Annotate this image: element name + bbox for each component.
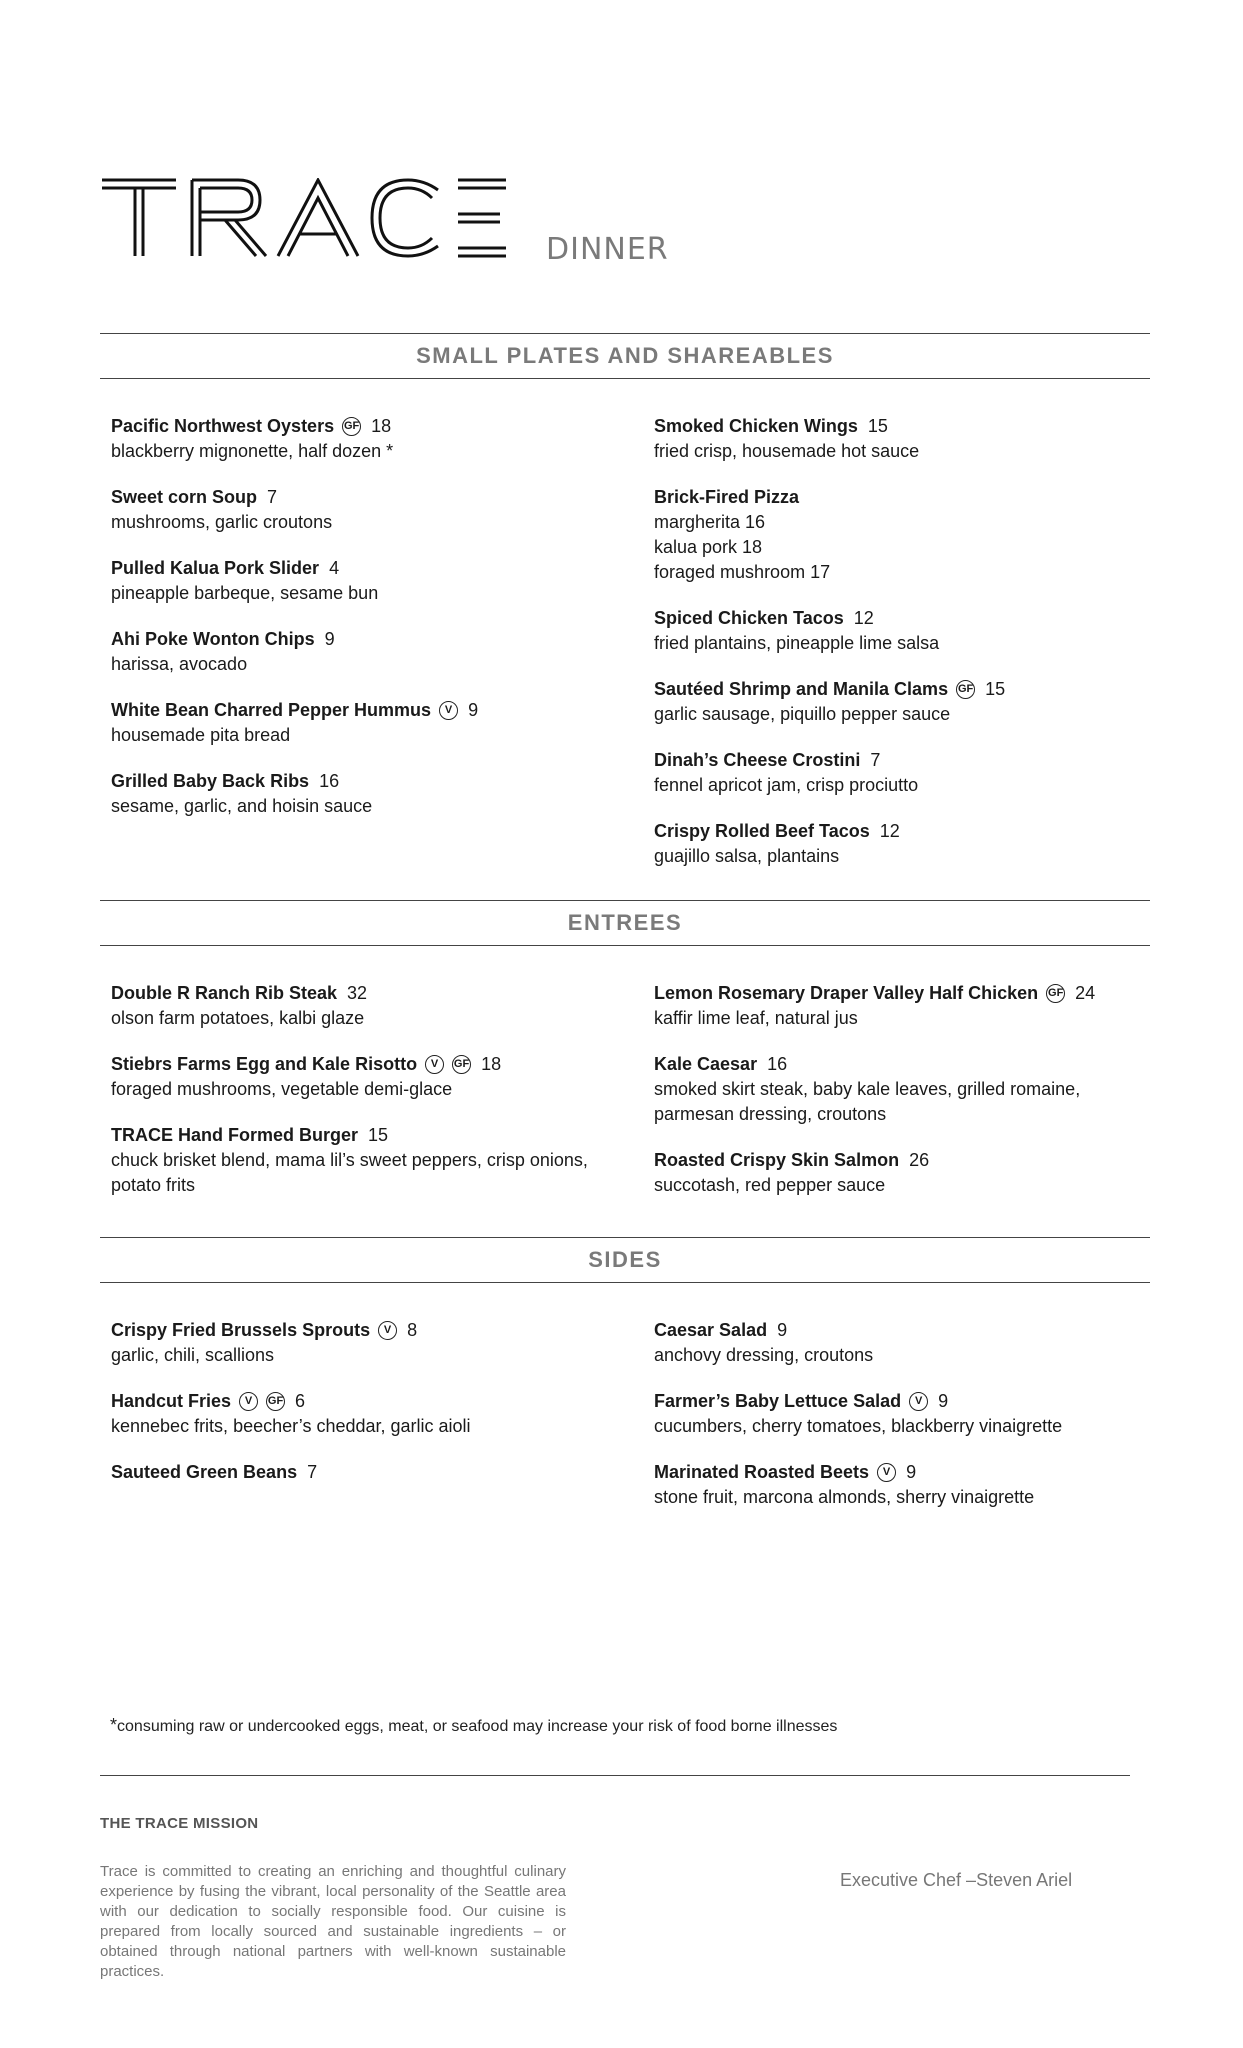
menu-item-description: harissa, avocado	[111, 654, 248, 674]
menu-item	[111, 1459, 631, 1485]
menu-item	[654, 484, 1154, 585]
menu-item-price: 12	[879, 821, 900, 841]
menu-item-name: Crispy Rolled Beef Tacos	[654, 821, 870, 841]
gluten-free-icon: GF	[342, 417, 361, 436]
menu-item	[111, 413, 631, 464]
menu-item-name: Farmer’s Baby Lettuce Salad V	[654, 1388, 928, 1414]
menu-item-name: Sweet corn Soup	[111, 487, 258, 507]
menu-item-name: White Bean Charred Pepper Hummus V	[111, 697, 458, 723]
entrees-left-column	[111, 980, 631, 1218]
menu-item-name: Pacific Northwest Oysters GF	[111, 416, 360, 436]
menu-item-price: 9	[777, 1320, 788, 1340]
small-plates-left-column	[111, 413, 631, 839]
menu-item-variant: foraged mushroom 17	[654, 562, 831, 582]
menu-item-description: anchovy dressing, croutons	[654, 1345, 874, 1365]
vegetarian-icon: V	[909, 1392, 928, 1411]
menu-item	[654, 1459, 1154, 1510]
section-title: ENTREES	[100, 900, 1150, 946]
menu-item-price: 16	[767, 1054, 788, 1074]
menu-item-price: 26	[909, 1150, 930, 1170]
menu-item	[111, 980, 631, 1031]
menu-item	[111, 555, 631, 606]
menu-item-description: sesame, garlic, and hoisin sauce	[111, 796, 373, 816]
menu-item-name: Marinated Roasted Beets V	[654, 1459, 896, 1485]
menu-item-description: fennel apricot jam, crisp prociutto	[654, 775, 919, 795]
menu-item-description: fried plantains, pineapple lime salsa	[654, 633, 940, 653]
mission-title: THE TRACE MISSION	[100, 1815, 259, 1832]
menu-item-price: 7	[307, 1462, 318, 1482]
menu-item-price: 7	[870, 750, 881, 770]
menu-item-price: 18	[371, 416, 392, 436]
menu-item-price: 15	[985, 679, 1006, 699]
menu-item-name: Lemon Rosemary Draper Valley Half Chicken GF	[654, 983, 1064, 1003]
menu-item	[654, 413, 1154, 464]
menu-item-description: olson farm potatoes, kalbi glaze	[111, 1008, 365, 1028]
menu-item-name: Dinah’s Cheese Crostini	[654, 750, 861, 770]
menu-item	[111, 1122, 631, 1198]
gluten-free-icon: GF	[956, 680, 975, 699]
menu-item-description: housemade pita bread	[111, 725, 291, 745]
executive-chef: Executive Chef –Steven Ariel	[840, 1870, 1073, 1890]
footer-divider	[100, 1775, 1130, 1776]
menu-item-price: 8	[407, 1320, 418, 1340]
menu-item-name: Caesar Salad	[654, 1320, 768, 1340]
small-plates-right-column	[654, 413, 1154, 889]
menu-item	[111, 484, 631, 535]
vegetarian-icon: V	[425, 1055, 444, 1074]
menu-item	[111, 1388, 631, 1439]
sides-left-column	[111, 1317, 631, 1505]
menu-item-name: Crispy Fried Brussels Sprouts V	[111, 1317, 397, 1343]
menu-item	[111, 626, 631, 677]
menu-item-price: 9	[468, 700, 479, 720]
menu-item-price: 9	[324, 629, 335, 649]
menu-item-price: 15	[867, 416, 888, 436]
menu-item	[654, 1051, 1154, 1127]
menu-item	[654, 1147, 1154, 1198]
menu-item-variant: margherita 16	[654, 512, 766, 532]
menu-item-name: Handcut Fries V GF	[111, 1391, 284, 1411]
menu-item-description: chuck brisket blend, mama lil’s sweet peppers, crisp onions, potato frits	[111, 1150, 588, 1195]
menu-item-name: Kale Caesar	[654, 1054, 758, 1074]
menu-item-variant: kalua pork 18	[654, 537, 763, 557]
menu-item-name: Pulled Kalua Pork Slider	[111, 558, 320, 578]
menu-item	[654, 676, 1154, 727]
menu-item-name: Stiebrs Farms Egg and Kale Risotto V GF	[111, 1054, 470, 1074]
menu-item-price: 32	[347, 983, 368, 1003]
menu-item-price: 12	[853, 608, 874, 628]
section-sides	[100, 1237, 1150, 1577]
menu-item	[654, 1388, 1154, 1439]
gluten-free-icon: GF	[452, 1055, 471, 1074]
menu-item	[111, 768, 631, 819]
menu-item-description: kennebec frits, beecher’s cheddar, garlic aioli	[111, 1416, 471, 1436]
menu-item	[111, 1051, 631, 1102]
menu-item-price: 6	[295, 1391, 306, 1411]
section-title: SMALL PLATES AND SHAREABLES	[100, 333, 1150, 379]
section-entrees	[100, 900, 1150, 1240]
trace-logo-mark	[100, 178, 510, 258]
section-small-plates	[100, 333, 1150, 866]
menu-item-name: Sauteed Green Beans	[111, 1462, 298, 1482]
menu-item-description: garlic, chili, scallions	[111, 1345, 275, 1365]
menu-item-price: 4	[329, 558, 340, 578]
raw-food-footnote: *consuming raw or undercooked eggs, meat, or seafood may increase your risk of food borne illnesses	[110, 1715, 838, 1735]
menu-item-description: foraged mushrooms, vegetable demi-glace	[111, 1079, 453, 1099]
menu-item-price: 7	[267, 487, 278, 507]
menu-item-price: 16	[319, 771, 340, 791]
menu-item-name: Roasted Crispy Skin Salmon	[654, 1150, 900, 1170]
menu-item-description: fried crisp, housemade hot sauce	[654, 441, 920, 461]
menu-item-description: succotash, red pepper sauce	[654, 1175, 886, 1195]
logo	[100, 178, 510, 258]
menu-item-description: guajillo salsa, plantains	[654, 846, 840, 866]
section-title: SIDES	[100, 1237, 1150, 1283]
menu-item-description: garlic sausage, piquillo pepper sauce	[654, 704, 951, 724]
menu-item	[654, 747, 1154, 798]
menu-item-description: kaffir lime leaf, natural jus	[654, 1008, 858, 1028]
menu-item	[654, 1317, 1154, 1368]
menu-item-name: TRACE Hand Formed Burger	[111, 1125, 359, 1145]
vegetarian-icon: V	[439, 701, 458, 720]
menu-item-description: cucumbers, cherry tomatoes, blackberry vinaigrette	[654, 1416, 1063, 1436]
entrees-right-column	[654, 980, 1154, 1218]
vegetarian-icon: V	[239, 1392, 258, 1411]
menu-item-description: mushrooms, garlic croutons	[111, 512, 333, 532]
menu-item-price: 9	[938, 1391, 949, 1411]
menu-item	[111, 1317, 631, 1368]
menu-item	[654, 980, 1154, 1031]
menu-item	[654, 818, 1154, 869]
menu-item-name: Brick-Fired Pizza	[654, 487, 800, 507]
vegetarian-icon: V	[378, 1321, 397, 1340]
menu-item-name: Ahi Poke Wonton Chips	[111, 629, 315, 649]
gluten-free-icon: GF	[1046, 984, 1065, 1003]
menu-item	[654, 605, 1154, 656]
menu-subtitle: DINNER	[546, 232, 669, 267]
menu-item-name: Sautéed Shrimp and Manila Clams GF	[654, 679, 974, 699]
menu-item-name: Smoked Chicken Wings	[654, 416, 858, 436]
mission-text: Trace is committed to creating an enriching and thoughtful culinary experience by fusing the vibrant, local personality of the Seattle area with our dedication to socially responsible food. Our cuisine is prepared from locally sourced and sustainable ingredients – or obtained through national partners with well-known sustainable practices.	[100, 1863, 566, 1980]
menu-item-name: Spiced Chicken Tacos	[654, 608, 844, 628]
menu-item-description: pineapple barbeque, sesame bun	[111, 583, 379, 603]
gluten-free-icon: GF	[266, 1392, 285, 1411]
menu-item-description: smoked skirt steak, baby kale leaves, grilled romaine, parmesan dressing, croutons	[654, 1079, 1081, 1124]
menu-item-price: 18	[481, 1054, 502, 1074]
menu-item	[111, 697, 631, 748]
menu-item-price: 24	[1075, 983, 1096, 1003]
menu-item-name: Double R Ranch Rib Steak	[111, 983, 338, 1003]
menu-item-price: 15	[368, 1125, 389, 1145]
sides-right-column	[654, 1317, 1154, 1530]
menu-item-name: Grilled Baby Back Ribs	[111, 771, 310, 791]
menu-item-price: 9	[906, 1462, 917, 1482]
menu-item-description: blackberry mignonette, half dozen *	[111, 441, 394, 461]
vegetarian-icon: V	[877, 1463, 896, 1482]
menu-item-description: stone fruit, marcona almonds, sherry vinaigrette	[654, 1487, 1035, 1507]
